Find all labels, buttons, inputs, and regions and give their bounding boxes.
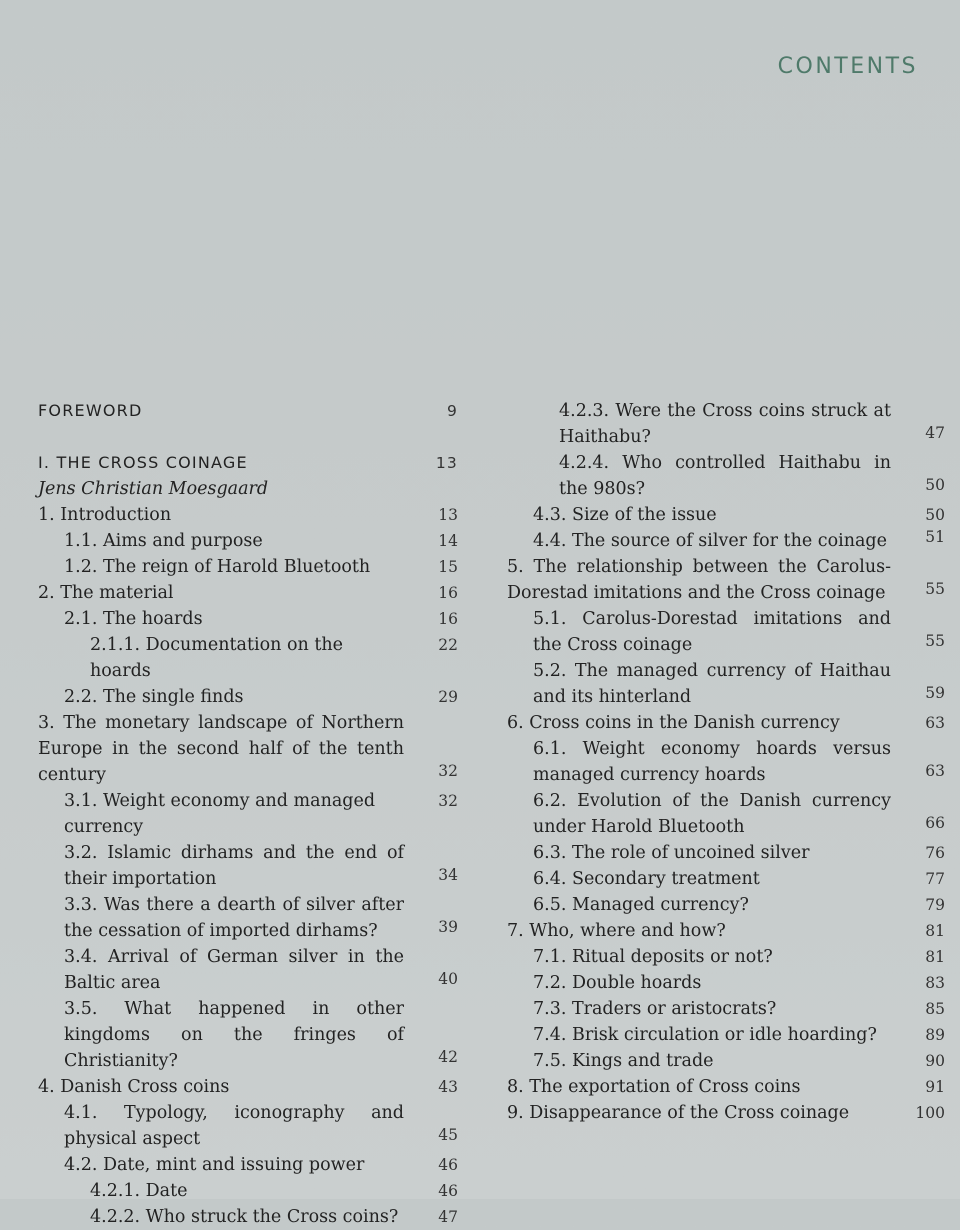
toc-entry-title: 9. Disappearance of the Cross coinage bbox=[507, 1103, 850, 1123]
toc-page-number: 32 bbox=[438, 762, 458, 780]
toc-entry-title: 4. Danish Cross coins bbox=[38, 1077, 230, 1097]
toc-entry-title: 3. The monetary landscape of Northern Europe in the second half of the tenth century bbox=[38, 713, 404, 785]
toc-entry bbox=[38, 996, 460, 1074]
toc-entry bbox=[38, 632, 460, 684]
toc-page-number: 9 bbox=[446, 402, 458, 420]
toc-entry bbox=[507, 918, 947, 944]
toc-entry bbox=[507, 736, 947, 788]
toc-entry-title: 6.5. Managed currency? bbox=[533, 895, 749, 915]
toc-entry-title: 2.1. The hoards bbox=[64, 609, 203, 629]
toc-entry-title: 3.5. What happened in other kingdoms on the fringes of Christianity? bbox=[64, 999, 404, 1071]
toc-page-number: 45 bbox=[438, 1126, 458, 1144]
toc-entry bbox=[38, 840, 460, 892]
toc-entry bbox=[38, 1152, 460, 1178]
toc-entry-title: 4.3. Size of the issue bbox=[533, 505, 717, 525]
toc-page-number: 59 bbox=[925, 684, 945, 702]
toc-entry-title: 4.2.1. Date bbox=[90, 1181, 188, 1201]
toc-page-number: 42 bbox=[438, 1048, 458, 1066]
toc-entry bbox=[507, 788, 947, 840]
toc-page-number: 47 bbox=[438, 1208, 458, 1226]
toc-page-number: 22 bbox=[438, 636, 458, 654]
toc-entry-title: 1.1. Aims and purpose bbox=[64, 531, 263, 551]
toc-entry-title: 3.3. Was there a dearth of silver after the cessation of imported dirhams? bbox=[64, 895, 404, 941]
toc-page-number: 89 bbox=[925, 1026, 945, 1044]
toc-entry-title: 6.1. Weight economy hoards versus managed currency hoards bbox=[533, 739, 891, 785]
toc-page-number: 13 bbox=[438, 506, 458, 524]
toc-page-number: 79 bbox=[925, 896, 945, 914]
toc-entry-title: 4.2. Date, mint and issuing power bbox=[64, 1155, 365, 1175]
toc-entry bbox=[507, 450, 947, 502]
toc-page-number: 91 bbox=[925, 1078, 945, 1096]
toc-entry-title: 5.1. Carolus-Dorestad imitations and the Cross coinage bbox=[533, 609, 891, 655]
toc-entry-title: 1.2. The reign of Harold Bluetooth bbox=[64, 557, 371, 577]
toc-page-number: 16 bbox=[438, 584, 458, 602]
toc-entry-title: 7.4. Brisk circulation or idle hoarding? bbox=[533, 1025, 877, 1045]
toc-entry bbox=[38, 606, 460, 632]
toc-entry-title: 6.3. The role of uncoined silver bbox=[533, 843, 810, 863]
toc-entry bbox=[507, 996, 947, 1022]
toc-entry bbox=[507, 1022, 947, 1048]
toc-entry bbox=[38, 1100, 460, 1152]
toc-entry-title: 7.5. Kings and trade bbox=[533, 1051, 714, 1071]
toc-entry-title: 2. The material bbox=[38, 583, 174, 603]
toc-page-number: 66 bbox=[925, 814, 945, 832]
toc-entry-title: Jens Christian Moesgaard bbox=[38, 479, 269, 499]
toc-entry bbox=[38, 1074, 460, 1100]
toc-entry bbox=[38, 502, 460, 528]
toc-entry-title: 1. Introduction bbox=[38, 505, 172, 525]
toc-entry-title: 2.1.1. Documentation on the hoards bbox=[90, 635, 344, 681]
toc-page-number: 63 bbox=[925, 714, 945, 732]
toc-entry-title: 3.1. Weight economy and managed currency bbox=[64, 791, 376, 837]
toc-page-number: 50 bbox=[925, 506, 945, 524]
toc-entry bbox=[38, 788, 460, 840]
toc-entry bbox=[507, 658, 947, 710]
toc-column-right bbox=[507, 398, 947, 1126]
toc-page-number: 40 bbox=[438, 970, 458, 988]
toc-entry bbox=[507, 554, 947, 606]
toc-entry-title: 3.2. Islamic dirhams and the end of their importation bbox=[64, 843, 404, 889]
toc-page-number: 13 bbox=[435, 454, 458, 472]
toc-part-entry bbox=[38, 450, 460, 476]
toc-page-number: 32 bbox=[438, 792, 458, 810]
toc-entry-title: 7. Who, where and how? bbox=[507, 921, 726, 941]
toc-page-number: 46 bbox=[438, 1156, 458, 1174]
toc-author bbox=[38, 476, 460, 502]
toc-entry bbox=[38, 944, 460, 996]
toc-entry-title: 7.3. Traders or aristocrats? bbox=[533, 999, 777, 1019]
toc-entry-title: 6.4. Secondary treatment bbox=[533, 869, 760, 889]
toc-page-number: 50 bbox=[925, 476, 945, 494]
toc-page-number: 90 bbox=[925, 1052, 945, 1070]
toc-column-left bbox=[38, 398, 460, 1230]
toc-entry-title: 6. Cross coins in the Danish currency bbox=[507, 713, 840, 733]
toc-page-number: 85 bbox=[925, 1000, 945, 1018]
toc-page-number: 81 bbox=[925, 948, 945, 966]
toc-entry bbox=[507, 1074, 947, 1100]
toc-page-number: 55 bbox=[925, 632, 945, 650]
toc-page-number: 100 bbox=[915, 1104, 945, 1122]
toc-entry-title: 4.2.4. Who controlled Haithabu in the 980s? bbox=[559, 453, 891, 499]
toc-entry bbox=[507, 1048, 947, 1074]
toc-entry-title: 7.1. Ritual deposits or not? bbox=[533, 947, 773, 967]
toc-page-number: 77 bbox=[925, 870, 945, 888]
toc-entry-title: FOREWORD bbox=[38, 401, 143, 420]
toc-entry bbox=[38, 684, 460, 710]
toc-page-number: 29 bbox=[438, 688, 458, 706]
toc-entry-title: 6.2. Evolution of the Danish currency under Harold Bluetooth bbox=[533, 791, 891, 837]
toc-entry bbox=[507, 840, 947, 866]
toc-page-number: 46 bbox=[438, 1182, 458, 1200]
toc-entry-title: 7.2. Double hoards bbox=[533, 973, 702, 993]
toc-entry bbox=[507, 528, 947, 554]
toc-page-number: 47 bbox=[925, 424, 945, 442]
toc-entry-title: 5. The relationship between the Carolus-Dorestad imitations and the Cross coinage bbox=[507, 557, 891, 603]
toc-entry bbox=[507, 944, 947, 970]
toc-page-number: 51 bbox=[925, 528, 945, 546]
toc-entry-title: 2.2. The single finds bbox=[64, 687, 244, 707]
toc-entry-title: 4.4. The source of silver for the coinage bbox=[533, 531, 887, 551]
toc-entry bbox=[507, 892, 947, 918]
toc-entry-title: 8. The exportation of Cross coins bbox=[507, 1077, 801, 1097]
toc-entry bbox=[38, 1204, 460, 1230]
page-heading: CONTENTS bbox=[777, 54, 918, 79]
toc-entry bbox=[507, 1100, 947, 1126]
toc-entry bbox=[38, 554, 460, 580]
toc-page-number: 76 bbox=[925, 844, 945, 862]
toc-entry-title: 4.2.2. Who struck the Cross coins? bbox=[90, 1207, 399, 1227]
toc-part-entry bbox=[38, 398, 460, 424]
toc-page-number: 43 bbox=[438, 1078, 458, 1096]
toc-entry bbox=[507, 710, 947, 736]
toc-entry-title: 5.2. The managed currency of Haithau and its hinterland bbox=[533, 661, 891, 707]
toc-page-number: 16 bbox=[438, 610, 458, 628]
toc-page-number: 14 bbox=[438, 532, 458, 550]
toc-page-number: 39 bbox=[438, 918, 458, 936]
toc-entry bbox=[507, 606, 947, 658]
toc-entry-title: 4.1. Typology, iconography and physical aspect bbox=[64, 1103, 404, 1149]
toc-page-number: 81 bbox=[925, 922, 945, 940]
toc-entry bbox=[507, 502, 947, 528]
toc-entry bbox=[507, 970, 947, 996]
toc-entry bbox=[38, 528, 460, 554]
toc-page-number: 34 bbox=[438, 866, 458, 884]
toc-entry bbox=[38, 580, 460, 606]
toc-page-number: 83 bbox=[925, 974, 945, 992]
toc-entry-title: I. THE CROSS COINAGE bbox=[38, 453, 248, 472]
toc-entry bbox=[507, 866, 947, 892]
toc-entry-title: 3.4. Arrival of German silver in the Baltic area bbox=[64, 947, 404, 993]
toc-entry bbox=[38, 1178, 460, 1204]
toc-page-number: 55 bbox=[925, 580, 945, 598]
toc-page-number: 15 bbox=[438, 558, 458, 576]
toc-page-number: 63 bbox=[925, 762, 945, 780]
toc-entry bbox=[38, 892, 460, 944]
toc-entry-title: 4.2.3. Were the Cross coins struck at Haithabu? bbox=[559, 401, 891, 447]
toc-entry bbox=[507, 398, 947, 450]
toc-entry bbox=[38, 710, 460, 788]
